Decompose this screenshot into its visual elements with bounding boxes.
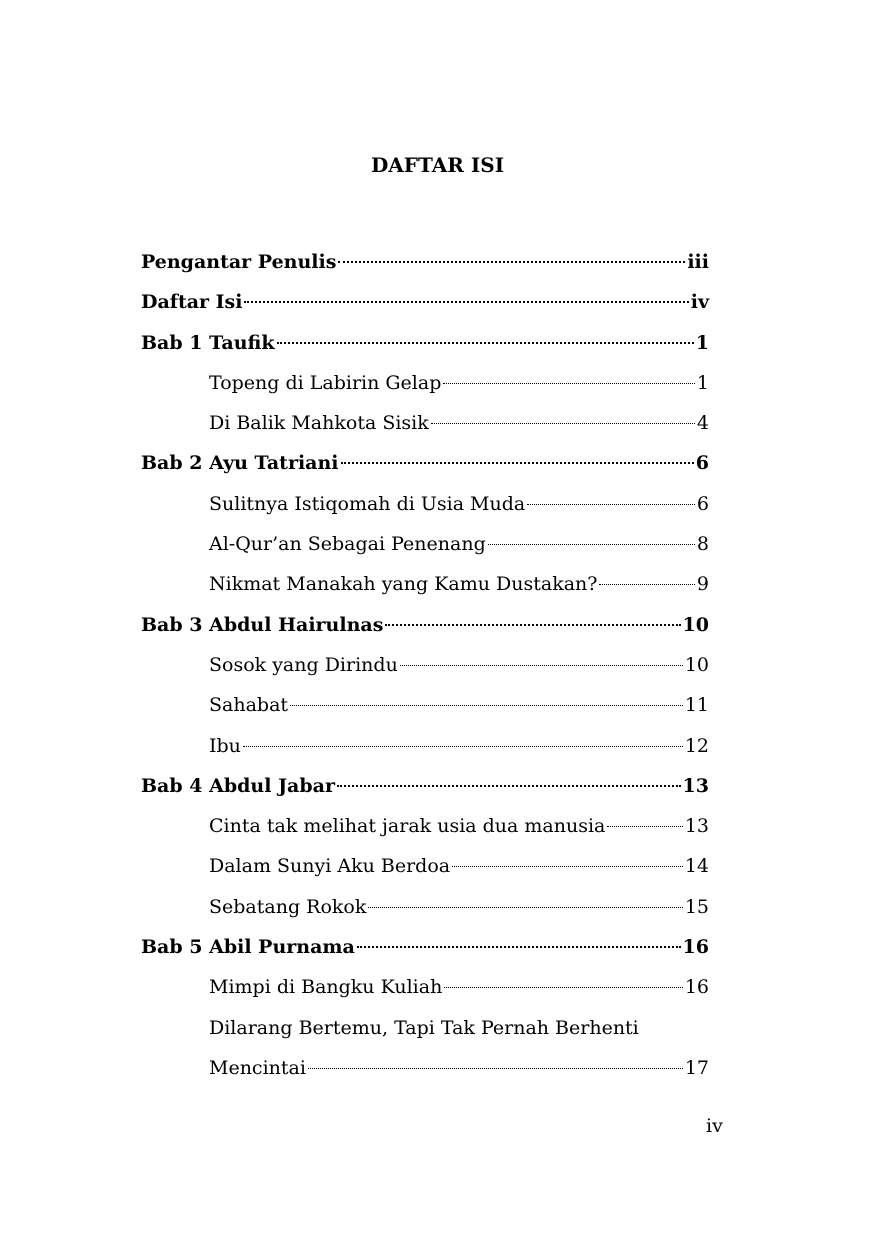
toc-subentry[interactable] [141, 650, 709, 690]
toc-subentry[interactable] [141, 408, 709, 448]
toc-entry-page: 15 [684, 895, 709, 918]
dot-leader [338, 261, 685, 263]
dot-leader [308, 1068, 683, 1069]
dot-leader [243, 746, 683, 747]
dot-leader [337, 785, 681, 787]
dot-leader [277, 342, 694, 344]
toc-subentry[interactable] [141, 972, 709, 1012]
dot-leader [368, 907, 682, 908]
toc-entry-label: Mencintai [209, 1056, 306, 1079]
toc-entry-label: Nikmat Manakah yang Kamu Dustakan? [209, 573, 598, 596]
toc-entry-page: 14 [684, 855, 709, 878]
toc-subentry[interactable] [141, 489, 709, 529]
dot-leader [443, 383, 695, 384]
toc-entry-page: 1 [695, 331, 709, 354]
toc-entry-label: Sebatang Rokok [209, 895, 367, 918]
toc-entry-page: 6 [696, 492, 709, 515]
table-of-contents [141, 247, 709, 1093]
toc-entry-bab-2[interactable] [141, 448, 709, 488]
toc-entry-page: iii [687, 251, 709, 273]
toc-entry-bab-3[interactable] [141, 610, 709, 650]
toc-entry-page: 10 [684, 653, 709, 676]
dot-leader [341, 462, 694, 464]
toc-entry-label: Pengantar Penulis [141, 251, 337, 273]
toc-entry-label: Mimpi di Bangku Kuliah [209, 976, 443, 999]
toc-entry-label: Di Balik Mahkota Sisik [209, 412, 429, 435]
toc-entry-label: Sosok yang Dirindu [209, 653, 398, 676]
dot-leader [385, 624, 680, 626]
toc-entry-label: Cinta tak melihat jarak usia dua manusia [209, 815, 606, 838]
toc-entry-label: Sahabat [209, 694, 289, 717]
toc-entry-label: Topeng di Labirin Gelap [209, 371, 442, 394]
toc-subentry[interactable] [141, 569, 709, 609]
toc-entry-page: 16 [682, 936, 709, 959]
toc-entry-label: Daftar Isi [141, 291, 243, 314]
toc-entry-page: 8 [696, 533, 709, 556]
toc-entry-bab-5[interactable] [141, 932, 709, 972]
toc-entry-page: 13 [682, 774, 709, 797]
toc-entry-bab-4[interactable] [141, 771, 709, 811]
toc-entry-page: 11 [684, 694, 709, 717]
page-number: iv [706, 1115, 723, 1137]
toc-entry-label: Bab 1 Taufik [141, 331, 275, 354]
dot-leader [599, 584, 694, 585]
dot-leader [607, 826, 682, 827]
toc-subentry[interactable] [141, 851, 709, 891]
toc-entry-label: Bab 4 Abdul Jabar [141, 774, 335, 797]
toc-entry-page: iv [690, 291, 709, 314]
toc-entry-page: 13 [684, 815, 709, 838]
toc-entry-label: Sulitnya Istiqomah di Usia Muda [209, 492, 526, 515]
toc-entry-page: 16 [684, 976, 709, 999]
toc-entry-label: Dilarang Bertemu, Tapi Tak Pernah Berhenti [209, 1016, 639, 1039]
toc-entry-label: Bab 3 Abdul Hairulnas [141, 613, 384, 636]
toc-entry-label: Bab 5 Abil Purnama [141, 936, 355, 959]
dot-leader [488, 544, 695, 545]
toc-entry-page: 4 [696, 412, 709, 435]
toc-entry-pengantar-penulis[interactable] [141, 247, 709, 287]
dot-leader [444, 987, 682, 988]
dot-leader [452, 866, 683, 867]
toc-entry-page: 9 [696, 573, 709, 596]
toc-subentry[interactable] [141, 731, 709, 771]
page-title: DAFTAR ISI [370, 153, 505, 177]
dot-leader [290, 705, 683, 706]
dot-leader [357, 946, 681, 948]
toc-entry-label: Ibu [209, 734, 241, 757]
dot-leader [244, 301, 688, 303]
toc-subentry[interactable] [141, 368, 709, 408]
toc-entry-page: 17 [684, 1056, 709, 1079]
toc-subentry[interactable] [141, 690, 709, 730]
toc-entry-page: 10 [682, 613, 709, 636]
toc-subentry[interactable] [141, 811, 709, 851]
dot-leader [431, 423, 695, 424]
toc-entry-page: 12 [684, 734, 709, 757]
toc-entry-page: 6 [695, 452, 709, 475]
toc-entry-bab-1[interactable] [141, 328, 709, 368]
toc-entry-page: 1 [696, 371, 709, 394]
toc-entry-label: Al-Qur’an Sebagai Penenang [209, 533, 486, 556]
toc-subentry[interactable] [141, 892, 709, 932]
toc-subentry-first-line[interactable] [141, 1013, 709, 1053]
toc-subentry[interactable] [141, 529, 709, 569]
dot-leader [527, 504, 695, 505]
dot-leader [400, 665, 683, 666]
toc-entry-daftar-isi[interactable] [141, 287, 709, 327]
toc-entry-label: Dalam Sunyi Aku Berdoa [209, 855, 451, 878]
toc-entry-label: Bab 2 Ayu Tatriani [141, 452, 339, 475]
toc-subentry-second-line[interactable] [141, 1053, 709, 1093]
